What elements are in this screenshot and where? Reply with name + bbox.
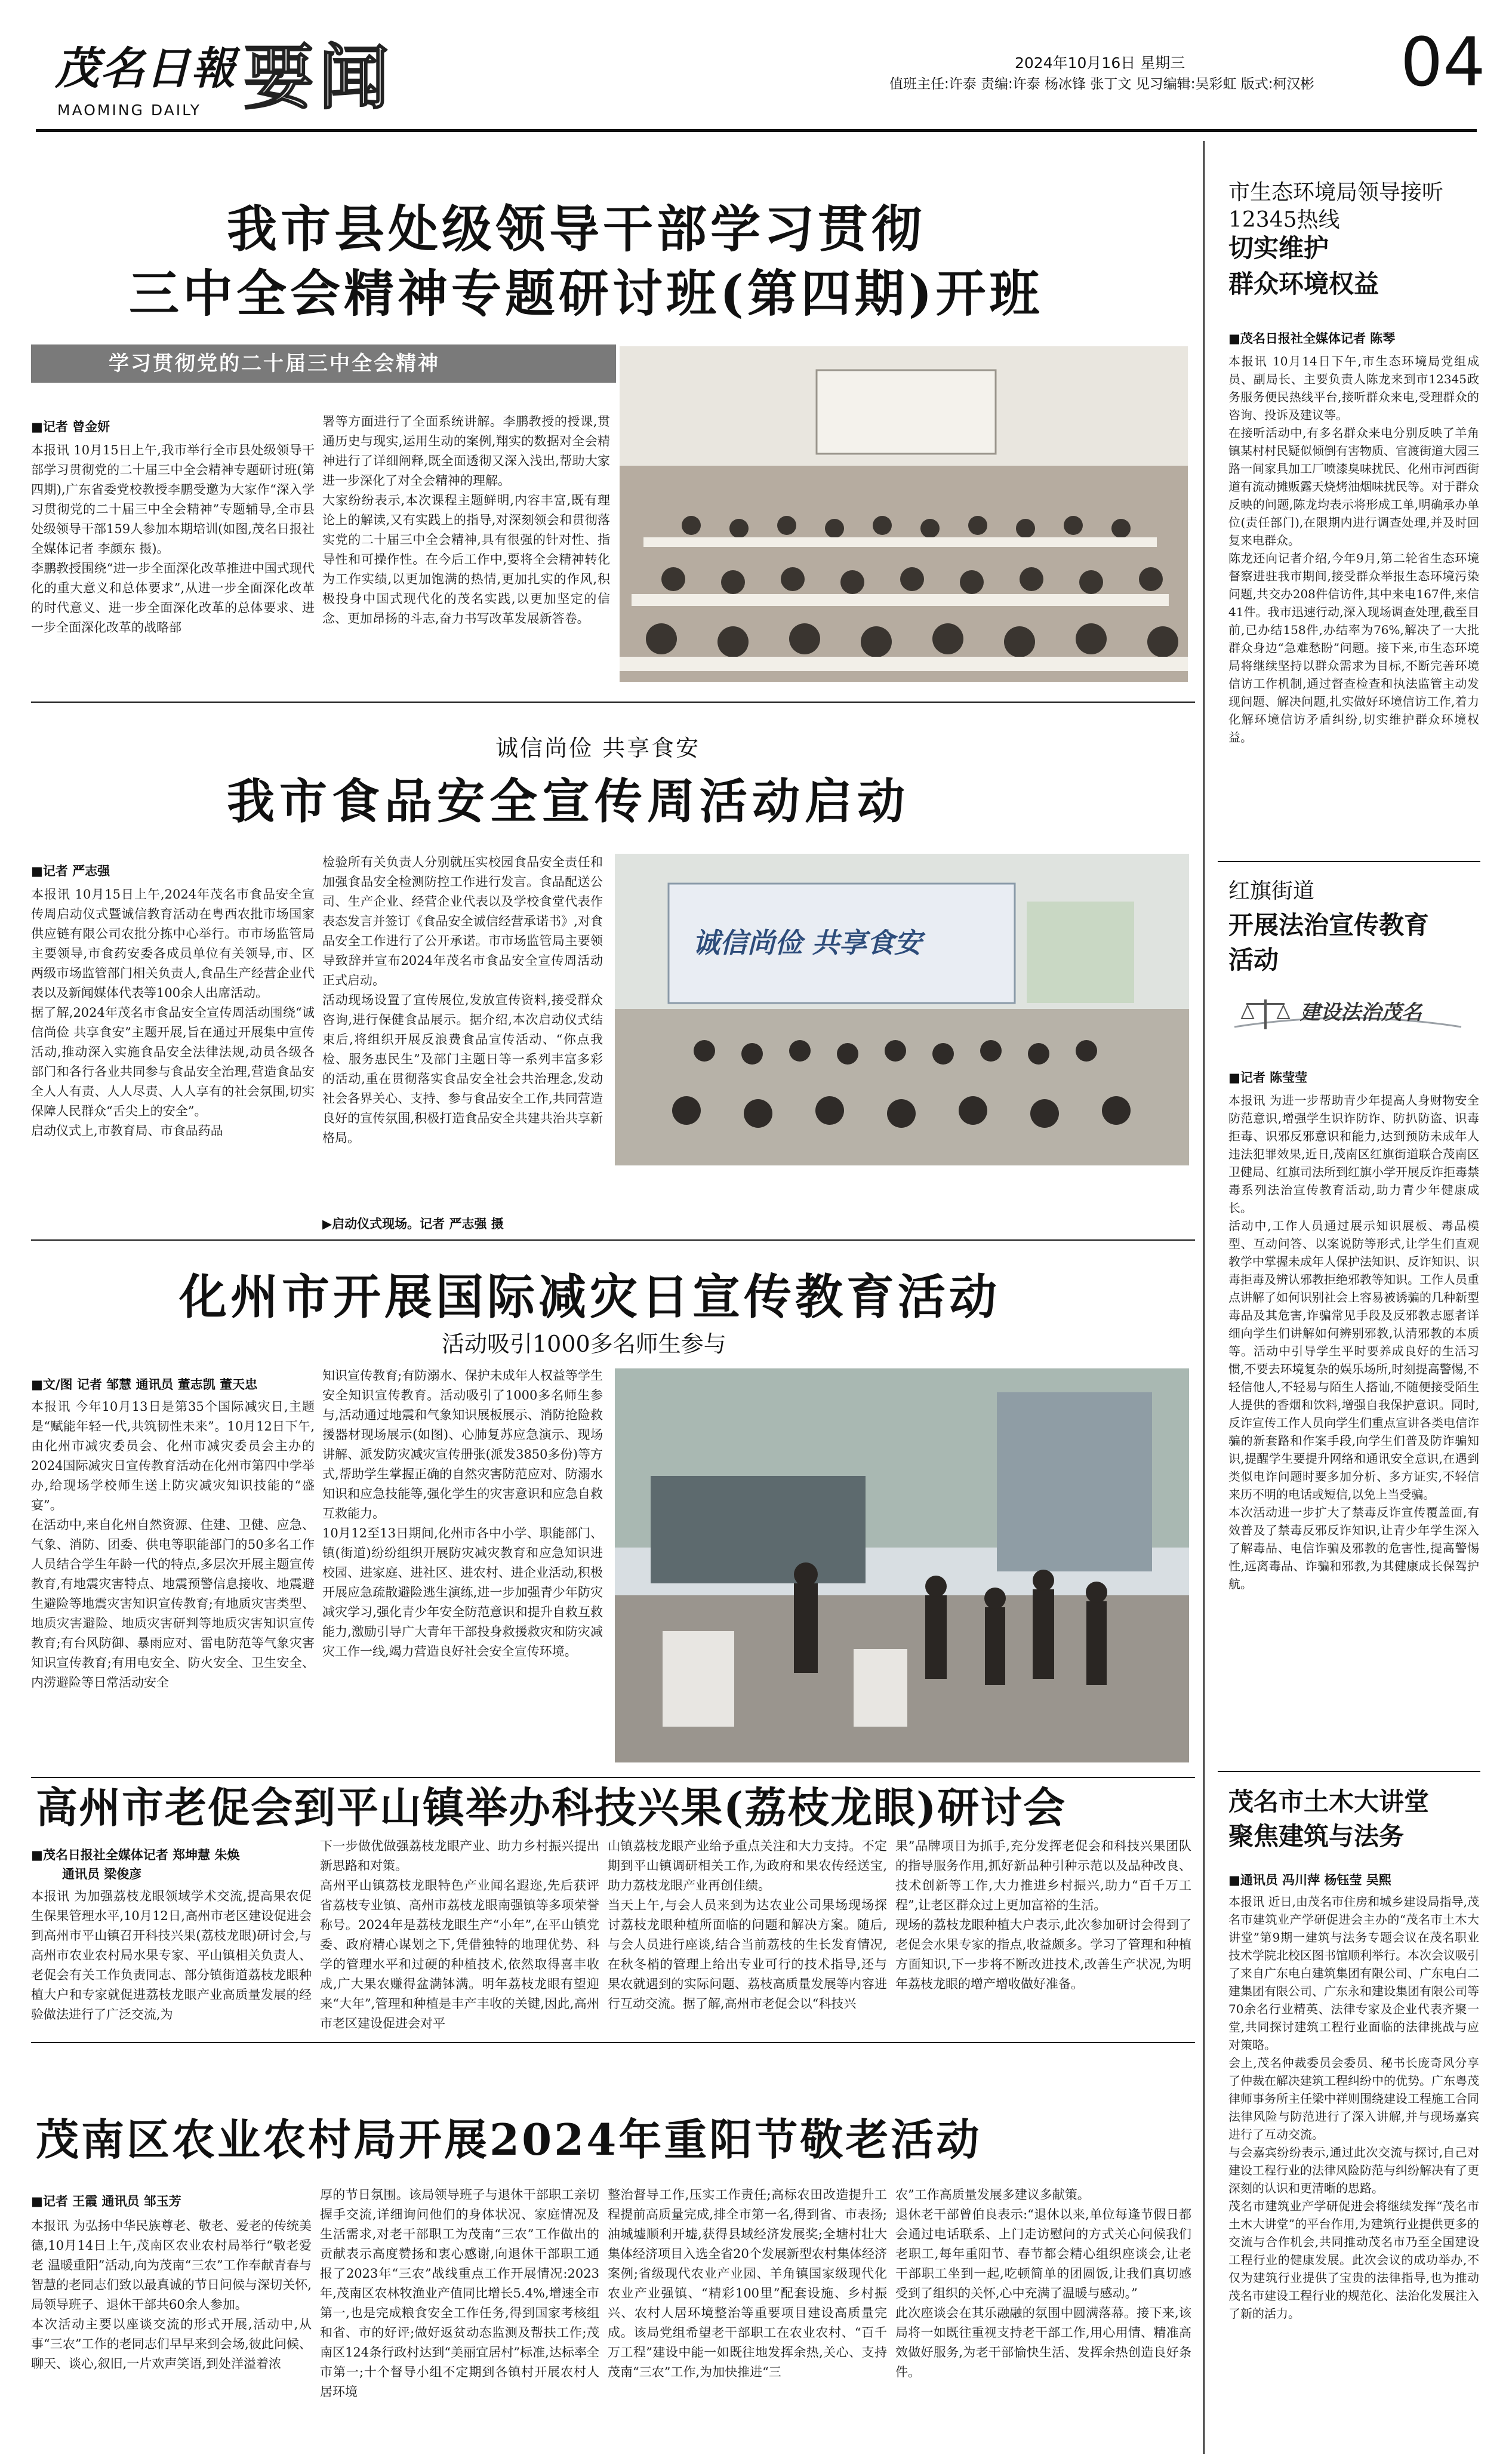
photo-banner-text: 诚信尚俭 共享食安 <box>692 927 922 959</box>
article4-title: 高州市老促会到平山镇举办科技兴果(荔枝龙眼)研讨会 <box>36 1783 1067 1832</box>
page-date: 2024年10月16日 星期三 <box>1015 54 1185 72</box>
article2-photo <box>615 854 1189 1165</box>
article5-body-col3: 整治督导工作,压实工作责任;高标农田改造提升工程提前高质量完成,排全市第一名,得到省、市表扬;油城墟顺利开墟,获得县域经济发展奖;全塘村壮大集体经济项目入选全省20个发展新型农村集体经济案例;省级现代农业产业园、羊角镇国家级现代化农业产业强镇、“精彩100里”配套设施、乡村振兴、农村人居环境整治等重要项目建设高质量完成。该局党组希望老干部职工在农业农村、“百千万工程”建设中能一如既往地发挥余热,关心、支持茂南“三农”工作,为加快推进“三 <box>608 2188 887 2379</box>
side1-pretitle: 市生态环境局领导接听12345热线 <box>1228 180 1444 232</box>
article5-body-col1: 本报讯 为弘扬中华民族尊老、敬老、爱老的传统美德,10月14日上午,茂南区农业农村局举行“敬老爱老 温暖重阳”活动,向为茂南“三农”工作奉献青春与智慧的老同志们致以最真诚的节日问候与深切关怀,局领导班子、退休干部共60余人参加。 本次活动主要以座谈交流的形式开展,活动中,从事“三农”工作的老同志们早早来到会场,彼此问候、聊天、谈心,叙旧,一片欢声笑语,到处洋溢着浓 <box>31 2219 312 2371</box>
side1-title-line2: 群众环境权益 <box>1228 269 1379 299</box>
article2-bottom-rule <box>31 1239 1195 1241</box>
side2-title-line2: 活动 <box>1228 945 1279 974</box>
side2-logo-banner <box>1228 991 1467 1041</box>
side2-logo-text: 建设法治茂名 <box>1300 1001 1422 1025</box>
meeting-hall-illustration <box>620 346 1188 682</box>
side1-title-line1: 切实维护 <box>1228 233 1329 263</box>
article1-photo <box>620 346 1188 682</box>
side2-title-line1: 开展法治宣传教育 <box>1228 910 1430 940</box>
article5-body-col2: 厚的节日氛围。该局领导班子与退休干部职工亲切握手交流,详细询问他们的身体状况、家庭情况及生活需求,对老干部职工为茂南“三农”工作做出的贡献表示高度赞扬和衷心感谢,向退休干部职工通报了2023年“三农”战线重点工作开展情况:2023年,茂南区农林牧渔业产值同比增长5.4%,增速全市第一,也是完成粮食安全工作任务,得到国家考核组和省、市的好评;做好返贫动态监测及帮扶工作;茂南区124条行政村达到“美丽宜居村”标准,达标率全市第一;十个督导小组不定期到各镇村开展农村人居环境 <box>320 2188 599 2399</box>
sidebar-divider <box>1203 141 1205 1789</box>
article4-body-col2: 下一步做优做强荔枝龙眼产业、助力乡村振兴提出新思路和对策。 高州平山镇荔枝龙眼特色产业闻名遐迩,先后获评省荔枝专业镇、高州市荔枝龙眼南强镇等多项荣誉称号。2024年是荔枝龙眼生产“小年”,在平山镇党委、政府精心谋划之下,凭借独特的地理优势、科学的管理水平和过硬的种植技术,依然取得喜丰收成,广大果农赚得盆满钵满。明年荔枝龙眼有望迎来“大年”,管理和种植是丰产丰收的关键,因此,高州市老区建设促进会对平 <box>320 1839 599 2031</box>
side3-title-line2: 聚焦建筑与法务 <box>1228 1822 1405 1851</box>
article1-body-col1: 本报讯 10月15日上午,我市举行全市县处级领导干部学习贯彻党的二十届三中全会精神专题研讨班(第四期),广东省委党校教授李鹏受邀为大家作“深入学习贯彻党的二十届三中全会精神”专题辅导,全市县处级领导干部159人参加本期培训(如图,茂名日报社全媒体记者 李颜东 摄)。 李鹏教授围绕“进一步全面深化改革推进中国式现代化的重大意义和总体要求”,从进一步全面深化改革的时代意义、进一步全面深化改革的总体要求、进一步全面深化改革的战略部 <box>31 443 315 635</box>
article4-body-col4: 果”品牌项目为抓手,充分发挥老促会和科技兴果团队的指导服务作用,抓好新品种引种示范以及品种改良、技术创新等工作,大力推进乡村振兴,助力“百千万工程”,让老区群众过上更加富裕的生活。 现场的荔枝龙眼种植大户表示,此次参加研讨会得到了老促会水果专家的指点,收益颇多。学习了管理和种植方面知识,下一步将不断改进技术,改善生产状况,为明年荔枝龙眼的增产增收做好准备。 <box>895 1839 1191 1991</box>
article4-bottom-rule <box>31 2042 1195 2043</box>
food-safety-event-illustration <box>615 854 1189 1165</box>
side2-body: 本报讯 为进一步帮助青少年提高人身财物安全防范意识,增强学生识诈防诈、防扒防盗、识毒拒毒、识邪反邪意识和能力,达到预防未成年人违法犯罪效果,近日,茂南区红旗街道联合茂南区卫健局、红旗司法所到红旗小学开展反诈拒毒禁毒系列法治宣传教育活动,助力青少年健康成长。 活动中,工作人员通过展示知识展板、毒品模型、互动问答、以案说防等形式,让学生们直观教学中掌握未成年人保护法知识、反诈知识、识毒拒毒及辨认邪教拒绝邪教等知识。工作人员重点讲解了如何识别社会上容易被诱骗的几种新型毒品及其危害,诈骗常见手段及反邪教志愿者详细向学生们讲解如何辨别邪教,认清邪教的本质等。活动中引导学生平时要养成良好的生活习惯,不要去环境复杂的娱乐场所,时刻提高警惕,不轻信他人,不轻易与陌生人搭讪,不随便接受陌生人提供的香烟和饮料,增强自我保护意识。同时,反诈宣传工作人员向学生们重点宣讲各类电信诈骗的新套路和作案手段,向学生们普及防诈骗知识,提醒学生要提升网络和通讯安全意识,在遇到类似电诈问题时要多加分析、多方证实,不轻信来历不明的电话或短信,以免上当受骗。 本次活动进一步扩大了禁毒反诈宣传覆盖面,有效普及了禁毒反邪反诈知识,让青少年学生深入了解毒品、电信诈骗及邪教的危害性,提高警惕性,远离毒品、诈骗和邪教,为其健康成长保驾护航。 <box>1228 1093 1479 1591</box>
article2-photo-caption: ▶启动仪式现场。记者 严志强 摄 <box>322 1217 504 1231</box>
article3-photo <box>615 1368 1189 1762</box>
article2-byline: ■记者 严志强 <box>31 864 110 878</box>
article4-body-col3: 山镇荔枝龙眼产业给予重点关注和大力支持。不定期到平山镇调研相关工作,为政府和果农传经送宝,助力荔枝龙眼产业再创佳绩。 当天上午,与会人员来到为达农业公司果场现场探讨荔枝龙眼种植所面临的问题和解决方案。随后,与会人员进行座谈,结合当前荔枝的生长发育情况,在秋冬梢的管理上给出专业可行的技术指导,还与果农就遇到的实际问题、荔枝高质量发展等内容进行互动交流。据了解,高州市老促会以“科技兴 <box>608 1839 887 2011</box>
side2-byline: ■记者 陈莹莹 <box>1228 1070 1308 1085</box>
masthead-rule <box>36 129 1477 132</box>
side2-pretitle: 红旗街道 <box>1228 879 1315 903</box>
side1-body: 本报讯 10月14日下午,市生态环境局党组成员、副局长、主要负责人陈龙来到市12345政务服务便民热线平台,接听群众来电,受理群众的咨询、投诉及建议等。 在接听活动中,有多名群众来电分别反映了羊角镇某村村民疑似倾倒有害物质、官渡街道大园三路一间家具加工厂喷漆臭味扰民、化州市河西街道有流动摊贩露天烧烤油烟味扰民等。对于群众反映的问题,陈龙均表示将形成工单,明确承办单位(责任部门),在限期内进行调查处理,并及时回复来电群众。 陈龙还向记者介绍,今年9月,第二轮省生态环境督察进驻我市期间,接受群众举报生态环境污染问题,共交办208件信访件,其中来电167件,来信41件。我市迅速行动,深入现场调查处理,截至目前,已办结158件,办结率为76%,解决了一大批群众身边“急难愁盼”问题。接下来,市生态环境局将继续坚持以群众需求为目标,不断完善环境信访工作机制,通过督查检查和执法监管主动发现问题、解决问题,扎实做好环境信访工作,着力化解环境信访矛盾纠纷,切实维护群众环境权益。 <box>1228 354 1479 745</box>
article4-body-col1: 本报讯 为加强荔枝龙眼领域学术交流,提高果农促生保果管理水平,10月12日,高州市老区建设促进会到高州市平山镇召开科技兴果(荔枝龙眼)研讨会,与高州市农业农村局水果专家、平山镇相关负责人、老促会有关工作负责同志、部分镇街道荔枝龙眼种植大户和专家就促进荔枝龙眼产业高质量发展的经验做法进行了广泛交流,为 <box>31 1889 312 2022</box>
masthead-logo-en: MAOMING DAILY <box>57 101 202 119</box>
side3-byline: ■通讯员 冯川萍 杨钰莹 吴熙 <box>1228 1873 1391 1887</box>
article5-body-col4: 农”工作高质量发展多建议多献策。 退休老干部曾伯良表示:“退休以来,单位每逢节假日都会通过电话联系、上门走访慰问的方式关心问候我们老职工,每年重阳节、春节都会精心组织座谈会,让老干部职工坐到一起,吃顿简单的团圆饭,让我们真切感受到了组织的关怀,心中充满了温暖与感动。” 此次座谈会在其乐融融的氛围中圆满落幕。接下来,该局将一如既往重视支持老干部工作,用心用情、精准高效做好服务,为老干部愉快生活、发挥余热创造良好条件。 <box>895 2188 1191 2379</box>
section-title: 要闻 <box>244 36 395 119</box>
article2-title: 我市食品安全宣传周活动启动 <box>227 773 910 829</box>
article2-kicker: 诚信尚俭 共享食安 <box>495 735 701 761</box>
article2-body-col1: 本报讯 10月15日上午,2024年茂名市食品安全宣传周启动仪式暨诚信教育活动在粤西农批市场国家供应链有限公司农批分拣中心举行。市市场监管局主要领导,市食药安委各成员单位有关领导,市、区两级市场监管部门相关负责人,食品生产经营企业代表以及新闻媒体代表等100余人出席活动。 据了解,2024年茂名市食品安全宣传周活动围绕“诚信尚俭 共享食安”主题开展,旨在通过开展集中宣传活动,推动深入实施食品安全法律法规,动员各级各部门和各行各业共同参与食品安全治理,营造食品安全人人有责、人人尽责、人人享有的社会氛围,切实保障人民群众“舌尖上的安全”。 启动仪式上,市教育局、市食品药品 <box>31 887 315 1138</box>
article1-byline: ■记者 曾金妍 <box>31 420 110 434</box>
side2-bottom-rule <box>1218 1771 1480 1772</box>
article2-body-col2: 检验所有关负责人分别就压实校园食品安全责任和加强食品安全检测防控工作进行发言。食品配送公司、生产企业、经营企业代表以及学校食堂代表作表态发言并签订《食品安全诚信经营承诺书》,对食品安全工作进行了公开承诺。市市场监管局主要领导致辞并宣布2024年茂名市食品安全宣传周活动正式启动。 活动现场设置了宣传展位,发放宣传资料,接受群众咨询,进行保健食品展示。据介绍,本次启动仪式结束后,将组织开展反浪费食品宣传活动、“你点我检、服务惠民生”及部门主题日等一系列丰富多彩的活动,重在贯彻落实食品安全社会共治理念,发动社会各界关心、支持、参与食品安全工作,共同营造良好的宣传氛围,积极打造食品安全共建共治共享新格局。 <box>322 855 603 1145</box>
side1-bottom-rule <box>1218 861 1480 862</box>
article3-title: 化州市开展国际减灾日宣传教育活动 <box>179 1269 1000 1325</box>
article3-subtitle: 活动吸引1000多名师生参与 <box>442 1331 726 1357</box>
masthead <box>0 0 1509 130</box>
article1-banner-text: 学习贯彻党的二十届三中全会精神 <box>109 352 440 376</box>
sidebar-divider-lower <box>1203 1785 1205 2454</box>
side3-body: 本报讯 近日,由茂名市住房和城乡建设局指导,茂名市建筑业产学研促进会主办的“茂名市土木大讲堂”第9期一建筑与法务专题会议在茂名职业技术学院北校区图书馆顺利举行。本次会议吸引了来自广东电白建筑集团有限公司、广东电白二建集团有限公司、广东永和建设集团有限公司等70余名行业精英、法律专家及企业代表齐聚一堂,共同探讨建筑工程行业面临的法律挑战与应对策略。 会上,茂名仲裁委员会委员、秘书长庞奇风分享了仲裁在解决建筑工程纠纷中的优势。广东粤茂律师事务所主任梁中祥则围绕建设工程施工合同法律风险与防范进行了深入讲解,并与现场嘉宾进行了互动交流。 与会嘉宾纷纷表示,通过此次交流与探讨,自己对建设工程行业的法律风险防范与纠纷解决有了更深刻的认识和更清晰的思路。 茂名市建筑业产学研促进会将继续发挥“茂名市土木大讲堂”的平台作用,为建筑行业提供更多的交流与合作机会,共同推动茂名市乃至全国建设工程行业的健康发展。此次会议的成功举办,不仅为建筑行业提供了宝贵的法律指导,也为推动茂名市建设工程行业的规范化、法治化发展注入了新的活力。 <box>1228 1894 1479 2321</box>
article1-body-col2: 署等方面进行了全面系统讲解。李鹏教授的授课,贯通历史与现实,运用生动的案例,翔实的数据对全会精神进行了详细阐释,既全面透彻又深入浅出,帮助大家进一步深化了对全会精神的理解。 大家纷纷表示,本次课程主题鲜明,内容丰富,既有理论上的解读,又有实践上的指导,对深刻领会和贯彻落实党的二十届三中全会精神,具有很强的针对性、指导性和可操作性。在今后工作中,要将全会精神转化为工作实绩,以更加饱满的热情,更加扎实的作风,积极投身中国式现代化的茂名实践,以更加坚定的信念、更加昂扬的斗志,奋力书写改革发展新答卷。 <box>322 414 610 626</box>
article3-byline: ■文/图 记者 邹慧 通讯员 董志凯 董天忠 <box>31 1377 258 1392</box>
side1-byline: ■茂名日报社全媒体记者 陈琴 <box>1228 331 1396 346</box>
article5-title: 茂南区农业农村局开展2024年重阳节敬老活动 <box>36 2114 982 2165</box>
article4-byline: ■茂名日报社全媒体记者 郑坤慧 朱焕 <box>31 1848 240 1862</box>
article4-byline-2: 通讯员 梁俊彦 <box>62 1867 142 1881</box>
editor-credits: 值班主任:许泰 责编:许泰 杨冰锋 张丁文 见习编辑:吴彩虹 版式:柯汉彬 <box>889 76 1314 92</box>
article3-body-col1: 本报讯 今年10月13日是第35个国际减灾日,主题是“赋能年轻一代,共筑韧性未来”。10月12日下午,由化州市减灾委员会、化州市减灾委员会主办的2024国际减灾日宣传教育活动在化州市第四中学举办,给现场学校师生送上防灾减灾知识技能的“盛宴”。 在活动中,来自化州自然资源、住建、卫健、应急、气象、消防、团委、供电等职能部门的50多名工作人员结合学生年龄一代的特点,多层次开展主题宣传教育,有地震灾害特点、地震预警信息接收、地震避生避险等地震灾害知识宣传教育;有地质灾害类型、地质灾害避险、地质灾害研判等地质灾害知识宣传教育;有台风防御、暴雨应对、雷电防范等气象灾害知识宣传教育;有用电安全、防火安全、卫生安全、内涝避险等日常活动安全 <box>31 1399 315 1690</box>
article1-bottom-rule <box>31 702 1195 703</box>
masthead-logo: 茂名日報 <box>55 43 236 94</box>
disaster-education-illustration <box>615 1368 1189 1762</box>
page-number: 04 <box>1400 24 1486 101</box>
article3-bottom-rule <box>31 1777 1195 1778</box>
article1-banner <box>31 344 616 383</box>
article3-body-col2: 知识宣传教育;有防溺水、保护未成年人权益等学生安全知识宣传教育。活动吸引了1000多名师生参与,活动通过地震和气象知识展板展示、消防抢险救援器材现场展示(如图)、心肺复苏应急演示、现场讲解、派发防灾减灾宣传册张(派发3850多份)等方式,帮助学生掌握正确的自然灾害防范应对、防溺水知识和应急技能等,强化学生的灾害意识和应急自救互救能力。 10月12至13日期间,化州市各中小学、职能部门、镇(街道)纷纷组织开展防灾减灾教育和应急知识进校园、进家庭、进社区、进农村、进企业活动,积极开展应急疏散避险逃生演练,进一步加强青少年防灾减灾学习,强化青少年安全防范意识和提升自救互救能力,激励引导广大青年干部投身救援救灾和防灾减灾工作一线,竭力营造良好社会安全宣传环境。 <box>322 1368 603 1659</box>
article1-title-line1: 我市县处级领导干部学习贯彻 <box>227 199 926 259</box>
side3-title-line1: 茂名市土木大讲堂 <box>1228 1787 1430 1816</box>
article5-byline: ■记者 王霞 通讯员 邹玉芳 <box>31 2194 181 2208</box>
article1-title-line2: 三中全会精神专题研讨班(第四期)开班 <box>129 264 1043 323</box>
